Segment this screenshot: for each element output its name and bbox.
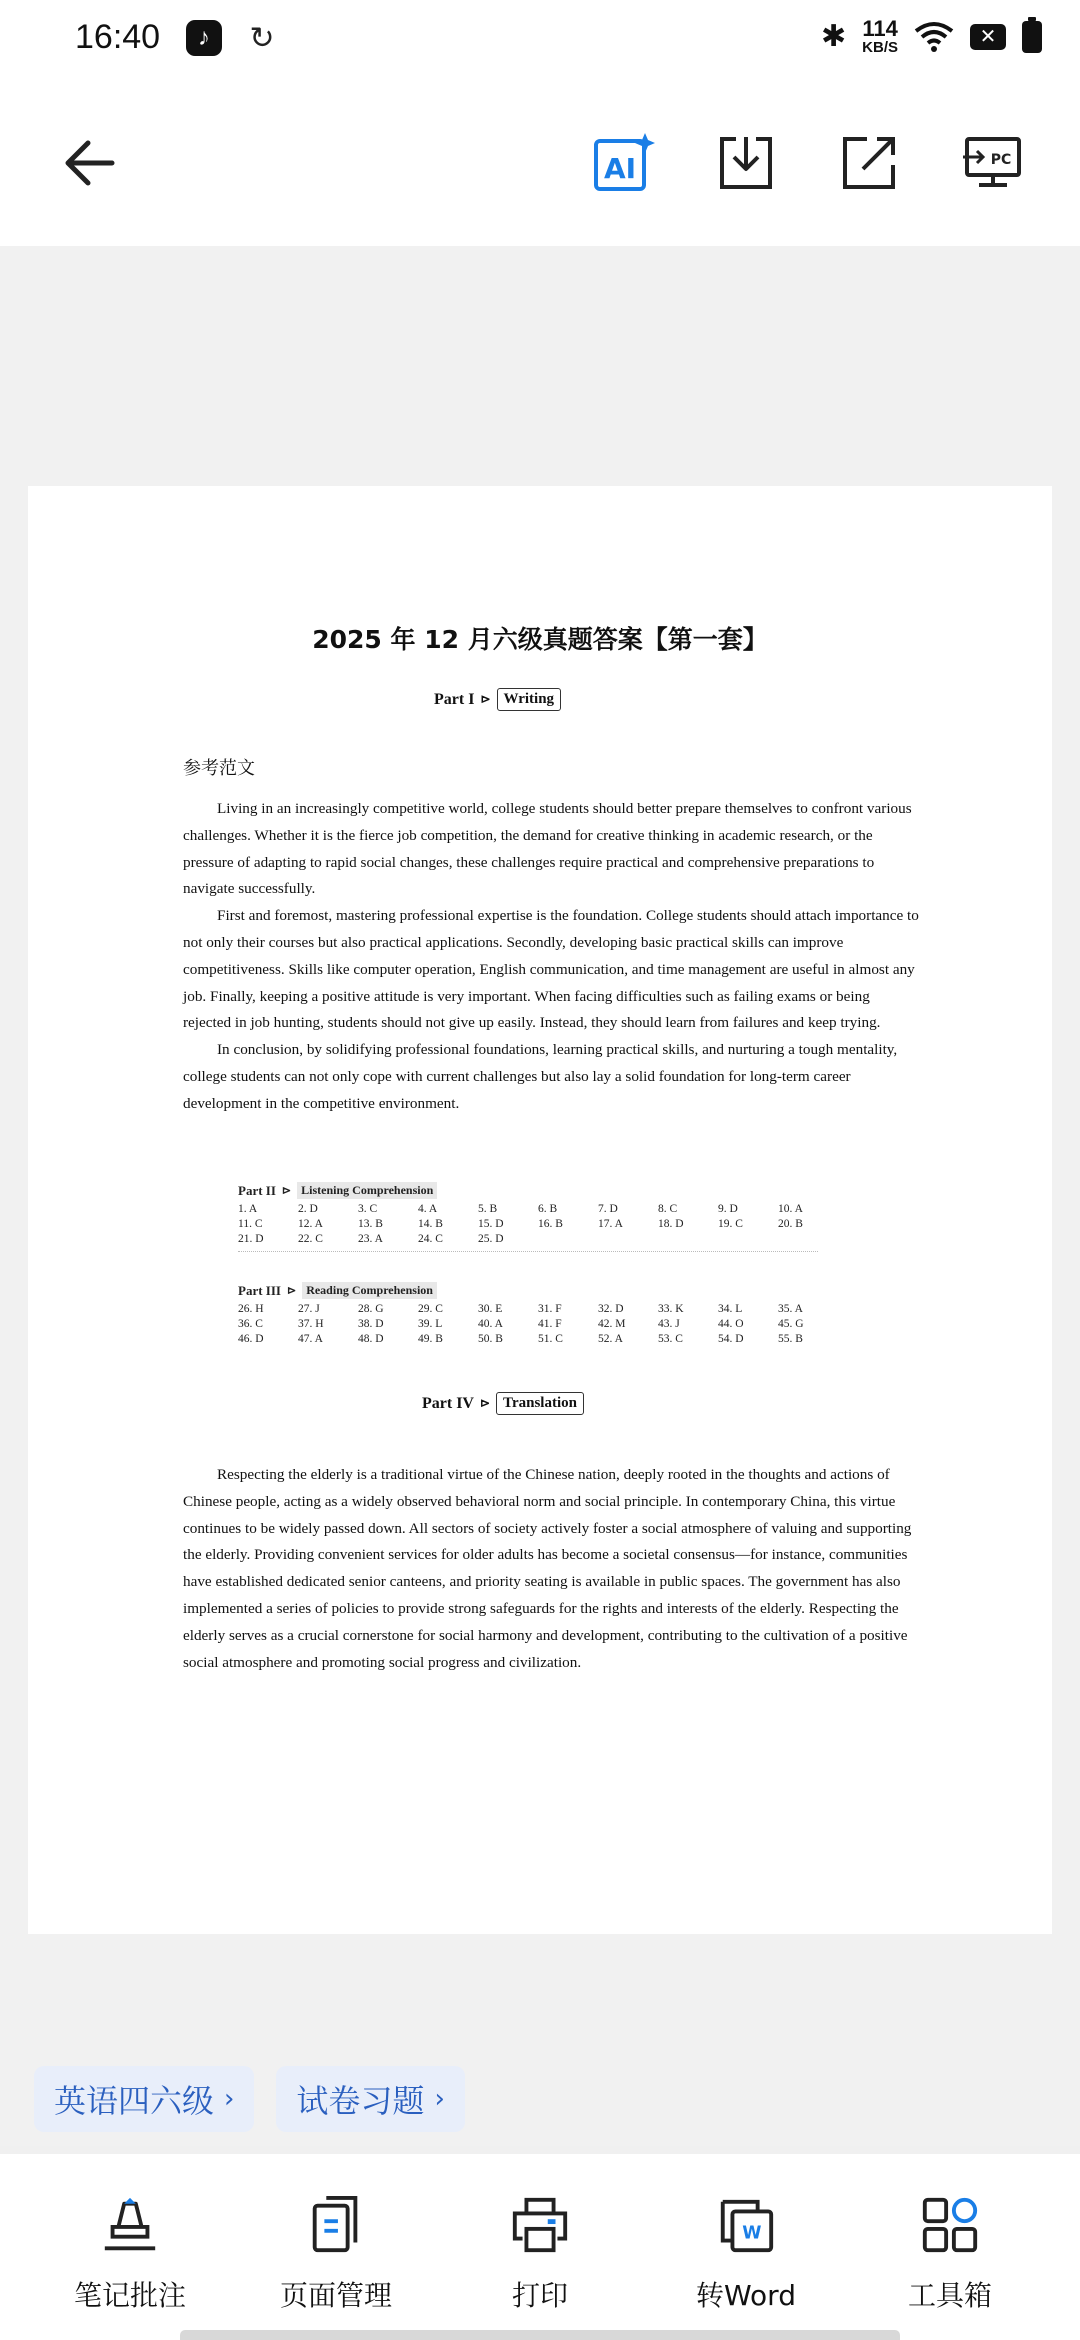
wifi-icon	[914, 21, 954, 53]
answer-item: 1. A	[238, 1203, 258, 1215]
apps-grid-icon	[919, 2194, 981, 2256]
answer-item: 36. C	[238, 1318, 263, 1330]
answer-item: 3. C	[358, 1203, 378, 1215]
chevron-right-icon: ›	[224, 2084, 235, 2114]
answer-item: 19. C	[718, 1218, 743, 1230]
highlighter-icon	[99, 2194, 161, 2256]
answer-item: 32. D	[598, 1303, 624, 1315]
answer-item: 29. C	[418, 1303, 443, 1315]
answer-item: 39. L	[418, 1318, 443, 1330]
answer-item: 40. A	[478, 1318, 503, 1330]
pc-icon	[961, 131, 1025, 195]
arrow-circle-icon: ⊳	[479, 1396, 491, 1410]
answer-item: 17. A	[598, 1218, 623, 1230]
reference-essay-label: 参考范文	[183, 758, 255, 779]
ai-button[interactable]	[588, 128, 658, 198]
bottom-toolbar	[0, 2154, 1080, 2340]
svg-text:W: W	[742, 2223, 762, 2244]
answer-item: 42. M	[598, 1318, 626, 1330]
answer-item: 25. D	[478, 1233, 504, 1245]
answer-item: 53. C	[658, 1333, 683, 1345]
answer-item: 35. A	[778, 1303, 803, 1315]
answer-item: 22. C	[298, 1233, 323, 1245]
answer-item: 51. C	[538, 1333, 563, 1345]
answer-item: 2. D	[298, 1203, 318, 1215]
answer-item: 16. B	[538, 1218, 563, 1230]
bluetooth-icon: ✱	[821, 20, 847, 53]
answer-item: 41. F	[538, 1318, 562, 1330]
essay-text: Living in an increasingly competitive world, college students should better prepare themselves to confront various challenges. Whether it is the fierce job competition, the demand for creative thinking in academic research, or the pressure of adapting to rapid social changes, these challenges require practical and comprehensive preparations to navigate successfully. First and foremost, mastering professional expertise is the foundation. College students should attach importance to not only their courses but also practical applications. Secondly, developing basic practical skills can improve competitiveness. Skills like computer operation, English communication, and time management are useful in almost any job. Finally, keeping a positive attitude is very important. When facing difficulties such as failing exams or being rejected in job hunting, students should not give up easily. Instead, they should learn from failures and keep trying. In conclusion, by solidifying professional foundations, learning practical skills, and nurturing a tough mentality, college students can not only cope with current challenges but also lay a solid foundation for long-term career development in the competitive environment.	[183, 800, 919, 1112]
answer-item: 50. B	[478, 1333, 503, 1345]
chevron-right-icon: ›	[434, 2084, 445, 2114]
arrow-circle-icon: ⊳	[286, 1285, 297, 1297]
battery-icon	[1022, 21, 1042, 53]
word-icon	[715, 2194, 777, 2256]
sync-icon: ↻	[249, 21, 275, 55]
annotate-button[interactable]: 笔记批注	[50, 2194, 210, 2314]
tag-chips	[34, 2066, 465, 2132]
chip-exam-exercises[interactable]: 试卷习题 ›	[276, 2066, 464, 2132]
answer-item: 47. A	[298, 1333, 323, 1345]
answer-item: 18. D	[658, 1218, 684, 1230]
answer-item: 7. D	[598, 1203, 618, 1215]
document-page[interactable]	[28, 486, 1052, 1934]
answer-item: 8. C	[658, 1203, 678, 1215]
answer-item: 49. B	[418, 1333, 443, 1345]
answer-item: 34. L	[718, 1303, 743, 1315]
arrow-circle-icon: ⊳	[480, 692, 491, 706]
answer-item: 38. D	[358, 1318, 384, 1330]
answer-item: 26. H	[238, 1303, 264, 1315]
document-title: 2025 年 12 月六级真题答案【第一套】	[312, 625, 768, 654]
answer-item: 12. A	[298, 1218, 323, 1230]
net-speed: 114 KB/S	[862, 16, 898, 56]
svg-text:PC: PC	[990, 152, 1012, 168]
download-icon	[714, 131, 778, 195]
answer-item: 9. D	[718, 1203, 738, 1215]
answer-item: 55. B	[778, 1333, 803, 1345]
answer-item: 6. B	[538, 1203, 558, 1215]
answer-item: 30. E	[478, 1303, 503, 1315]
status-time: 16:40	[75, 18, 161, 56]
svg-text:AI: AI	[603, 152, 637, 185]
toolbox-button[interactable]: 工具箱	[870, 2194, 1030, 2314]
download-button[interactable]	[711, 128, 781, 198]
translation-text: Respecting the elderly is a traditional virtue of the Chinese nation, deeply rooted in the thoughts and actions of Chinese people, acting as a widely observed behavioral norm and social principle. In contemporary China, this virtue continues to be widely passed down. All sectors of society actively foster a social atmosphere of valuing and supporting the elderly. Providing convenient services for older adults has become a societal consensus—for instance, communities have established dedicated senior canteens, and priority seating is available in public spaces. The government has also implemented a series of policies to provide strong safeguards for the rights and interests of the elderly. Respecting the elderly serves as a crucial cornerstone for social harmony and development, contributing to the cultivation of a positive social atmosphere and promoting social progress and civilization.	[183, 1466, 912, 1671]
part3-answers: Part III ⊳ Reading Comprehension 26. H 27. J 28. G 29. C 30. E 31. F 32. D 33. K 34. L 35. A 36. C 37. H 38. D 39. L 40. A 41. F 42. M 43. J 44. O 45. G 46. D 47. A 48. D 49. B 50. B 51. C 52. A 53. C 54. D 55. B	[238, 1282, 848, 1345]
top-toolbar	[0, 80, 1080, 246]
answer-item: 4. A	[418, 1203, 438, 1215]
answer-item: 43. J	[658, 1318, 680, 1330]
share-button[interactable]	[834, 128, 904, 198]
answer-item: 54. D	[718, 1333, 744, 1345]
answer-item: 45. G	[778, 1318, 804, 1330]
answer-item: 46. D	[238, 1333, 264, 1345]
page-manage-button[interactable]: 页面管理	[256, 2194, 416, 2314]
part3-answer-grid	[238, 1303, 848, 1345]
answer-item: 27. J	[298, 1303, 320, 1315]
ai-icon	[591, 131, 655, 195]
tiktok-icon: ♪	[186, 20, 222, 56]
answer-item: 52. A	[598, 1333, 623, 1345]
answer-item: 20. B	[778, 1218, 803, 1230]
answer-item: 13. B	[358, 1218, 383, 1230]
document-viewer[interactable]	[0, 246, 1080, 2146]
arrow-circle-icon: ⊳	[281, 1185, 292, 1197]
chip-cet[interactable]: 英语四六级 ›	[34, 2066, 254, 2132]
part2-answers: Part II ⊳ Listening Comprehension 1. A 2. D 3. C 4. A 5. B 6. B 7. D 8. C 9. D 10. A 11. C 12. A 13. B 14. B 15. D 16. B 17. A 18. D 19. C 20. B 21. D 22. C 23. A 24. C 25. D	[238, 1182, 848, 1252]
answer-item: 31. F	[538, 1303, 562, 1315]
answer-item: 11. C	[238, 1218, 263, 1230]
answer-item: 23. A	[358, 1233, 383, 1245]
share-icon	[837, 131, 901, 195]
answer-item: 5. B	[478, 1203, 498, 1215]
answer-item: 14. B	[418, 1218, 443, 1230]
answer-item: 44. O	[718, 1318, 744, 1330]
home-indicator[interactable]	[180, 2330, 900, 2340]
convert-word-button[interactable]: W 转Word	[666, 2194, 826, 2314]
answer-item: 37. H	[298, 1318, 324, 1330]
answer-item: 48. D	[358, 1333, 384, 1345]
answer-item: 28. G	[358, 1303, 384, 1315]
answer-item: 15. D	[478, 1218, 504, 1230]
print-button[interactable]: 打印	[460, 2194, 620, 2314]
send-to-pc-button[interactable]	[958, 128, 1028, 198]
answer-item: 24. C	[418, 1233, 443, 1245]
printer-icon	[509, 2194, 571, 2256]
part4-heading: Part IV ⊳ Translation	[422, 1392, 584, 1415]
pages-icon	[305, 2194, 367, 2256]
part2-answer-grid	[238, 1203, 848, 1245]
part1-heading: Part I ⊳ Writing	[434, 688, 561, 711]
back-button[interactable]	[55, 128, 125, 198]
back-arrow-icon	[58, 131, 122, 195]
answer-item: 10. A	[778, 1203, 803, 1215]
no-sim-icon: ✕	[970, 24, 1006, 50]
status-bar	[0, 0, 1080, 80]
answer-item: 33. K	[658, 1303, 684, 1315]
answer-item: 21. D	[238, 1233, 264, 1245]
